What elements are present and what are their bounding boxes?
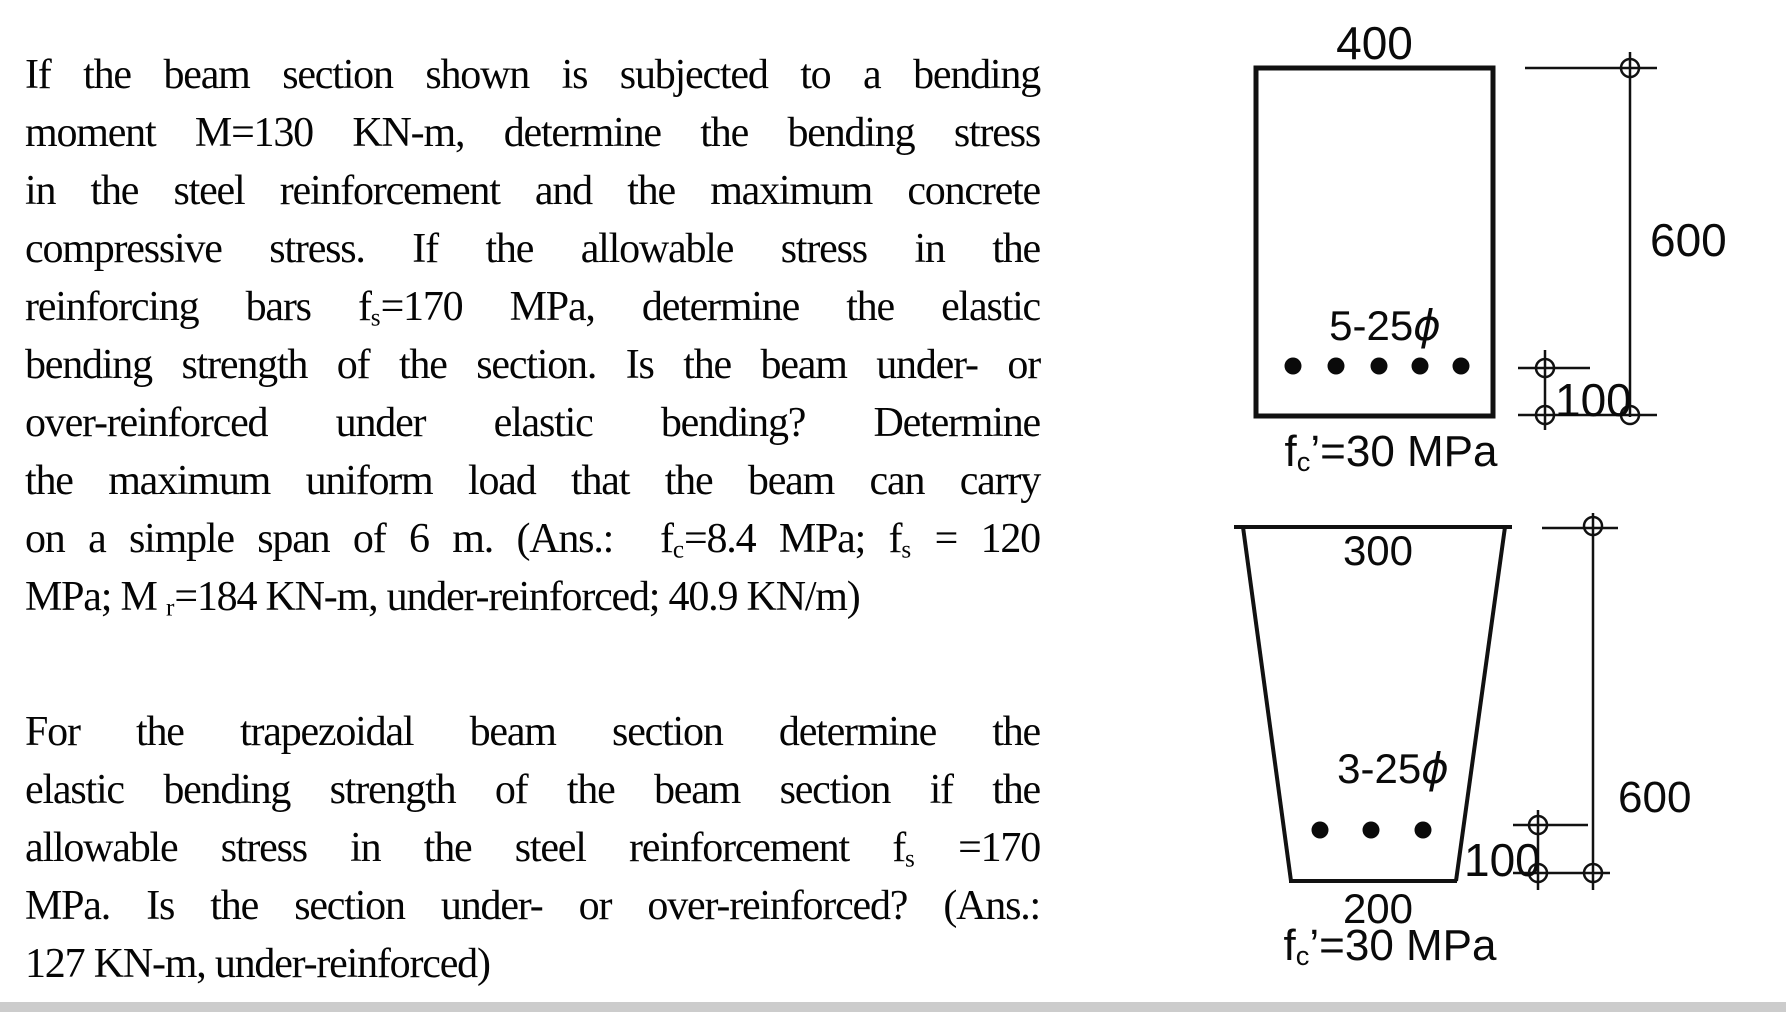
rebar-dot (1328, 358, 1345, 375)
trap-cover-dim-label: 100 (1464, 834, 1541, 886)
rebar-dot (1371, 358, 1388, 375)
phi-symbol: ϕ (1413, 301, 1441, 350)
text-segment: the maximum uniform load that the beam can carry (25, 458, 1040, 504)
text-segment: 127 KN-m, under-reinforced) (25, 941, 490, 987)
rect-height-dim-label: 600 (1650, 214, 1727, 266)
fc-rest: ’=30 MPa (1310, 427, 1498, 476)
rect-width-dim-label: 400 (1336, 17, 1413, 69)
rect-cover-dim-label: 100 (1555, 374, 1632, 426)
trap-concrete-strength-label (1255, 921, 1525, 971)
subscript-text: s (905, 845, 915, 873)
rect-concrete-strength-label (1256, 427, 1526, 477)
rebar-dot (1453, 358, 1470, 375)
fc-sub: c (1296, 445, 1311, 477)
text-segment: For the trapezoidal beam section determine the (25, 709, 1040, 755)
rect-rebar-label (1300, 301, 1470, 350)
text-segment: = 120 (911, 516, 1040, 562)
rect-rebar-dots (1285, 358, 1470, 375)
rebar-count: 5-25 (1329, 302, 1414, 349)
text-segment: =8.4 MPa; f (684, 516, 902, 562)
text-segment: =170 MPa, determine the elastic (380, 284, 1040, 330)
text-segment: allowable stress in the steel reinforcement f (25, 825, 906, 871)
trap-top-dim-label: 300 (1342, 527, 1414, 574)
rebar-dot (1415, 822, 1432, 839)
rebar-dot (1363, 822, 1380, 839)
trap-height-dim-label: 600 (1618, 773, 1692, 822)
trapezoid-left-edge (1243, 527, 1291, 881)
text-segment: MPa; M (25, 574, 166, 620)
rebar-dot (1412, 358, 1429, 375)
text-segment: =184 KN-m, under-reinforced; 40.9 KN/m) (174, 574, 860, 620)
subscript-text: s (370, 304, 381, 332)
trap-rebar-label (1310, 744, 1476, 793)
trapezoid-right-edge (1456, 527, 1505, 881)
text-segment: on a simple span of 6 m. (Ans.: f (25, 516, 673, 562)
trapezoid-rebar-dots (1312, 822, 1432, 839)
text-segment: =170 (914, 825, 1041, 871)
bottom-edge-strip (0, 1002, 1786, 1012)
text-segment: MPa. Is the section under- or over-reinforced? (Ans.: (25, 883, 1040, 929)
rebar-dot (1312, 822, 1329, 839)
text-segment: compressive stress. If the allowable stress in the (25, 226, 1040, 272)
text-segment: moment M=130 KN-m, determine the bending stress (25, 110, 1040, 156)
subscript-text: s (901, 536, 912, 564)
fc-base: f (1284, 427, 1297, 476)
fc-rest: ’=30 MPa (1309, 921, 1497, 970)
subscript-text: c (672, 536, 685, 564)
text-segment: If the beam section shown is subjected to a bending (25, 52, 1040, 98)
text-segment: over-reinforced under elastic bending? Determine (25, 400, 1040, 446)
fc-sub: c (1295, 939, 1310, 971)
text-segment: in the steel reinforcement and the maximum concrete (25, 168, 1040, 214)
subscript-text: r (165, 594, 175, 622)
rebar-dot (1285, 358, 1302, 375)
trap-bottom-dim-label: 200 (1342, 885, 1414, 932)
text-segment: reinforcing bars f (25, 284, 371, 330)
rebar-count: 3-25 (1337, 745, 1422, 792)
text-segment: elastic bending strength of the beam section if the (25, 767, 1040, 813)
phi-symbol: ϕ (1421, 744, 1449, 793)
fc-base: f (1283, 921, 1296, 970)
text-segment: bending strength of the section. Is the beam under- or (25, 342, 1040, 388)
